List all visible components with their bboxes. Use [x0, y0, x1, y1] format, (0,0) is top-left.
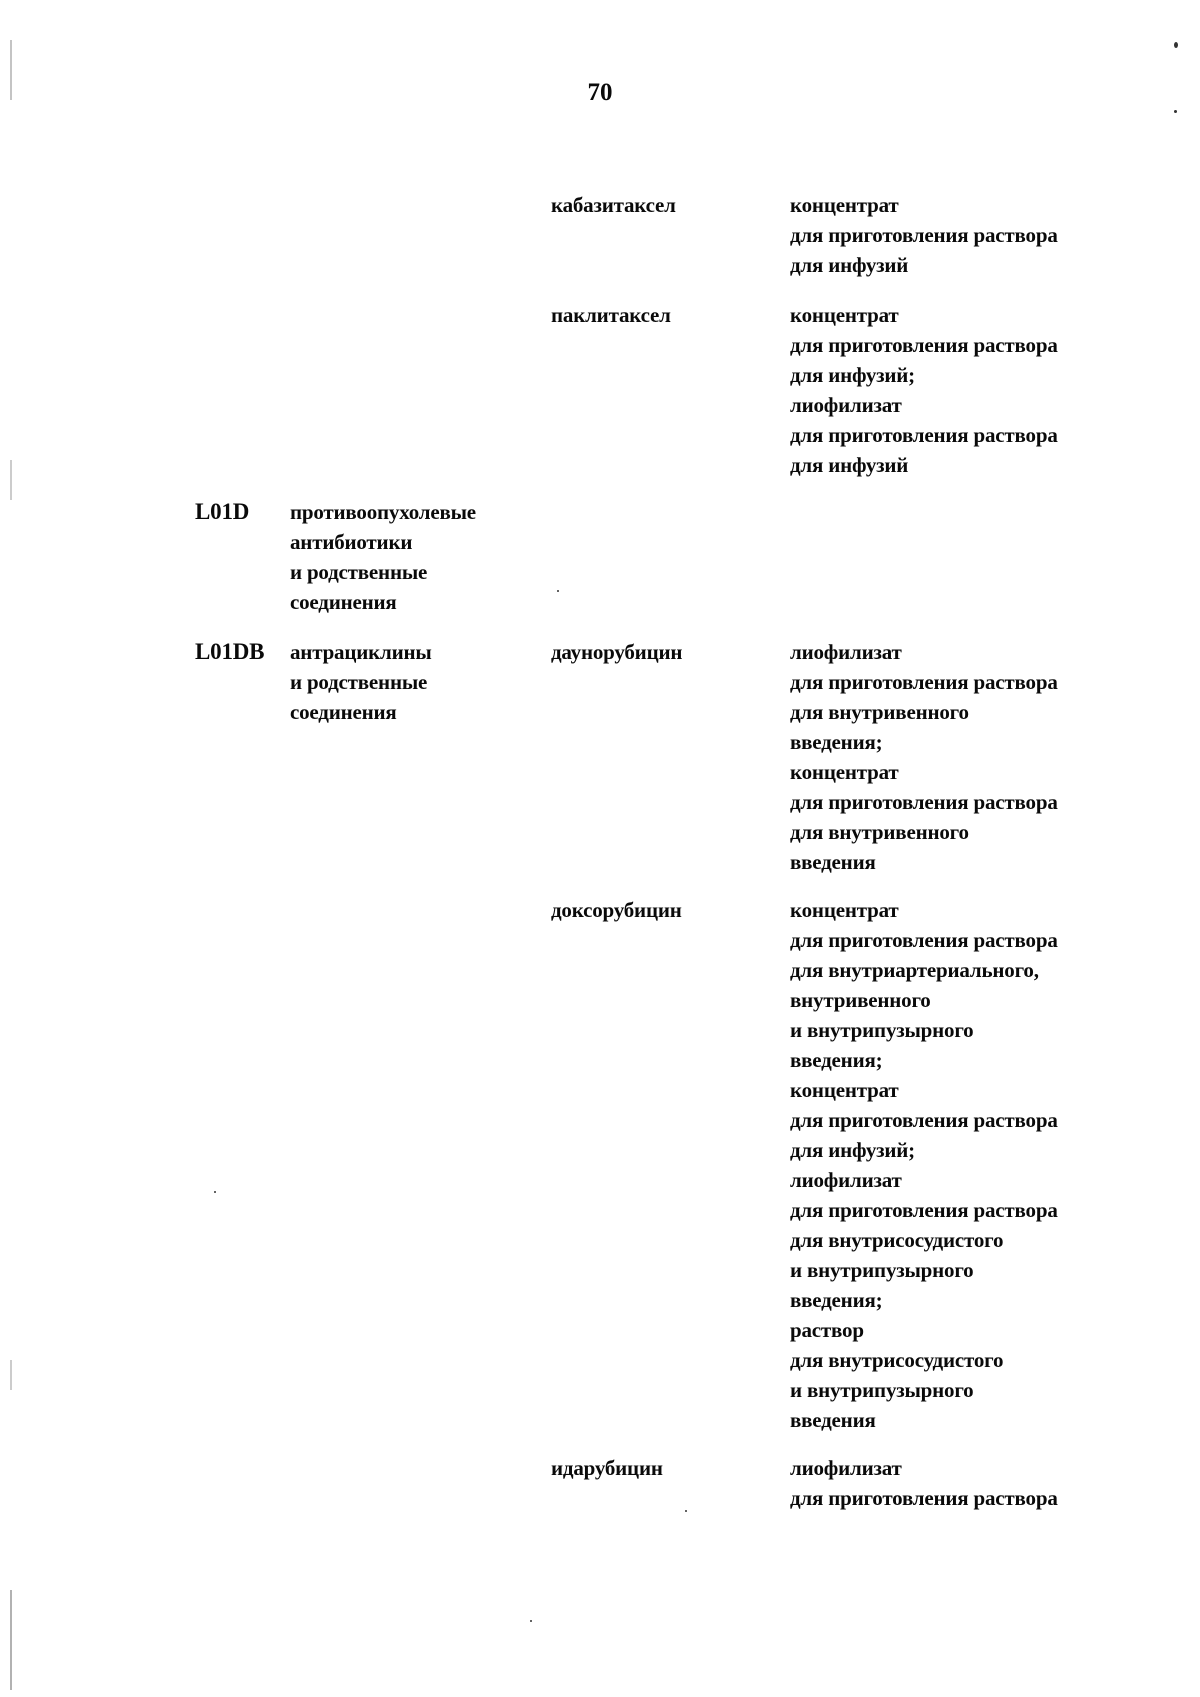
dosage-form-line: для приготовления раствора — [790, 670, 1058, 694]
group-name-line: антрациклины — [290, 640, 432, 664]
scan-edge-mark — [10, 40, 12, 100]
dosage-form-line: для инфузий; — [790, 363, 915, 387]
dosage-form-line: введения; — [790, 1288, 883, 1312]
group-name-line: соединения — [290, 590, 397, 614]
group-name-line: противоопухолевые — [290, 500, 476, 524]
dosage-form-line: и внутрипузырного — [790, 1018, 974, 1042]
atc-group-name — [290, 497, 476, 617]
dosage-form-line: для приготовления раствора — [790, 1486, 1058, 1510]
atc-code: L01DB — [195, 639, 265, 664]
scan-speck — [530, 1620, 532, 1622]
scan-speck — [557, 590, 559, 592]
scan-edge-mark — [10, 1590, 12, 1690]
scan-speck — [1174, 42, 1178, 48]
dosage-form-line: концентрат — [790, 898, 899, 922]
drug-name: даунорубицин — [551, 640, 683, 664]
group-name-line: антибиотики — [290, 530, 413, 554]
drug-name: доксорубицин — [551, 898, 682, 922]
dosage-forms — [790, 1453, 1058, 1513]
scan-speck — [1174, 110, 1177, 113]
dosage-form-line: введения — [790, 850, 876, 874]
dosage-form-line: введения; — [790, 730, 883, 754]
dosage-forms — [790, 300, 1058, 480]
page-number: 70 — [587, 79, 613, 106]
dosage-form-line: лиофилизат — [790, 1168, 902, 1192]
dosage-forms — [790, 190, 1058, 280]
scan-edge-mark — [10, 1360, 12, 1390]
dosage-form-line: для приготовления раствора — [790, 223, 1058, 247]
drug-name: идарубицин — [551, 1456, 663, 1480]
dosage-form-line: для приготовления раствора — [790, 423, 1058, 447]
dosage-form-line: для внутрисосудистого — [790, 1348, 1004, 1372]
dosage-form-line: и внутрипузырного — [790, 1258, 974, 1282]
scan-speck — [685, 1510, 687, 1512]
scan-edge-mark — [10, 460, 12, 500]
dosage-form-line: для внутривенного — [790, 820, 969, 844]
group-name-line: соединения — [290, 700, 397, 724]
dosage-form-line: лиофилизат — [790, 640, 902, 664]
dosage-form-line: введения; — [790, 1048, 883, 1072]
group-name-line: и родственные — [290, 560, 428, 584]
dosage-form-line: и внутрипузырного — [790, 1378, 974, 1402]
dosage-form-line: для приготовления раствора — [790, 790, 1058, 814]
dosage-form-line: для приготовления раствора — [790, 333, 1058, 357]
dosage-form-line: для приготовления раствора — [790, 1108, 1058, 1132]
dosage-form-line: для внутрисосудистого — [790, 1228, 1004, 1252]
dosage-form-line: для инфузий — [790, 453, 909, 477]
drug-name: паклитаксел — [551, 303, 671, 327]
dosage-form-line: для приготовления раствора — [790, 1198, 1058, 1222]
dosage-form-line: для внутриартериального, — [790, 958, 1039, 982]
atc-group-name — [290, 637, 432, 727]
dosage-form-line: для инфузий — [790, 253, 909, 277]
dosage-form-line: для внутривенного — [790, 700, 969, 724]
dosage-form-line: введения — [790, 1408, 876, 1432]
scan-speck — [214, 1191, 216, 1193]
dosage-form-line: концентрат — [790, 1078, 899, 1102]
dosage-form-line: лиофилизат — [790, 393, 902, 417]
group-name-line: и родственные — [290, 670, 428, 694]
dosage-forms — [790, 637, 1058, 877]
dosage-forms — [790, 895, 1058, 1435]
dosage-form-line: концентрат — [790, 303, 899, 327]
dosage-form-line: раствор — [790, 1318, 864, 1342]
dosage-form-line: лиофилизат — [790, 1456, 902, 1480]
dosage-form-line: для инфузий; — [790, 1138, 915, 1162]
dosage-form-line: концентрат — [790, 193, 899, 217]
atc-code: L01D — [195, 499, 250, 524]
drug-name: кабазитаксел — [551, 193, 676, 217]
dosage-form-line: для приготовления раствора — [790, 928, 1058, 952]
dosage-form-line: концентрат — [790, 760, 899, 784]
dosage-form-line: внутривенного — [790, 988, 931, 1012]
